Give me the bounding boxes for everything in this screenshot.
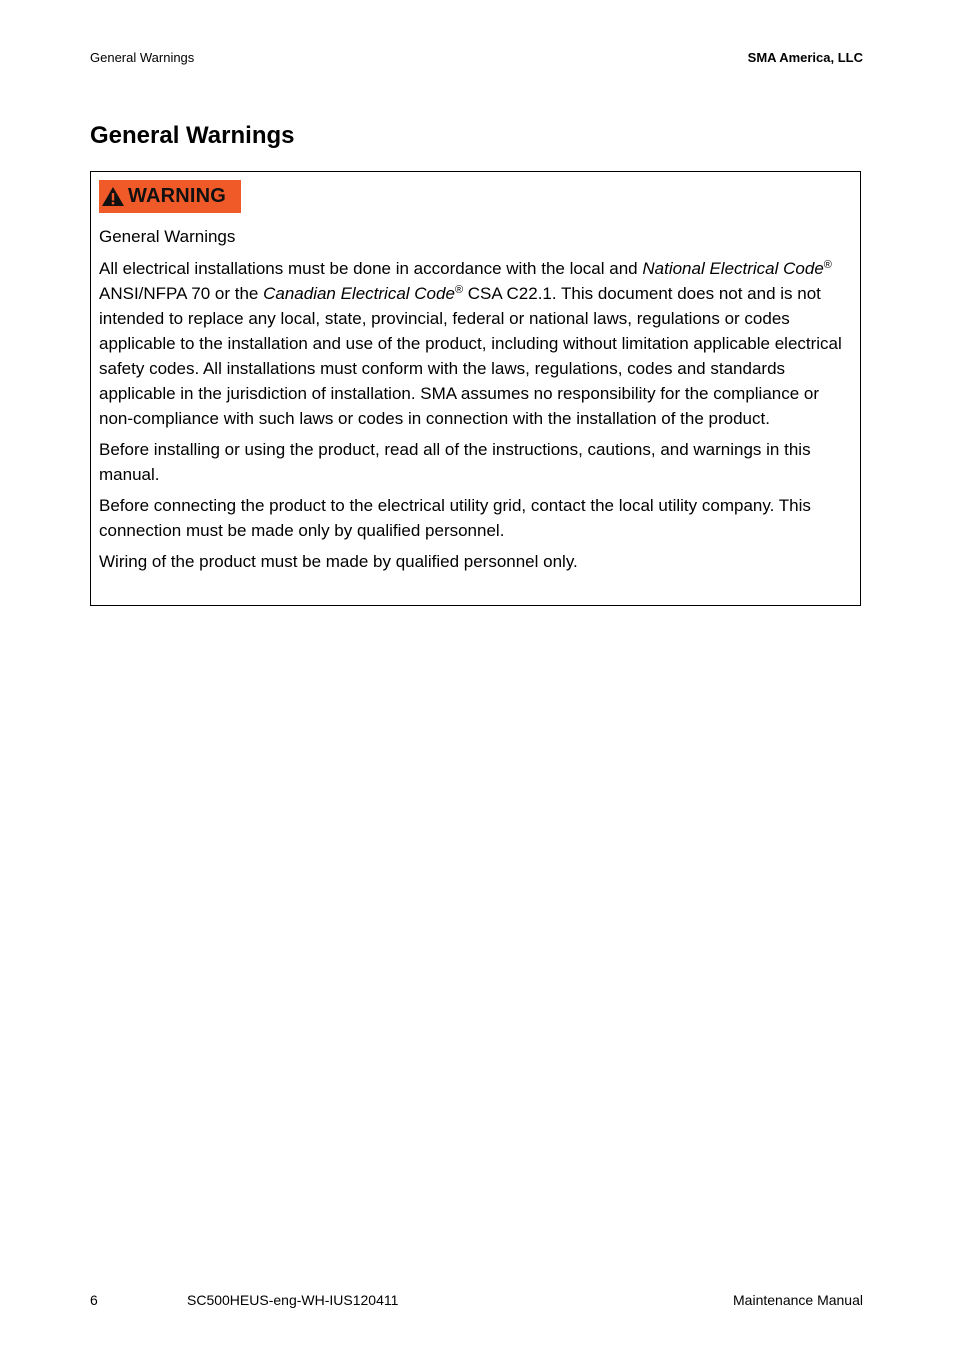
warning-box: [90, 171, 861, 606]
cec-reference: Canadian Electrical Code: [263, 284, 455, 303]
registered-mark: ®: [454, 284, 464, 296]
warning-triangle-icon: [101, 186, 125, 207]
warning-subtitle: General Warnings: [99, 227, 236, 246]
warning-paragraph-utility: Before connecting the product to the electrical utility grid, contact the local utility company. This connection must be made only by qualified personnel.: [99, 496, 811, 540]
page-title: General Warnings: [90, 122, 295, 149]
manual-name: Maintenance Manual: [733, 1292, 863, 1308]
warning-paragraph-read-manual: Before installing or using the product, read all of the instructions, cautions, and warnings in this manual.: [99, 440, 811, 484]
document-id: SC500HEUS-eng-WH-IUS120411: [187, 1292, 399, 1308]
warning-paragraph-wiring: Wiring of the product must be made by qualified personnel only.: [99, 552, 578, 571]
page-number: 6: [90, 1292, 98, 1308]
nec-reference: National Electrical Code: [642, 259, 824, 278]
warning-content: [99, 224, 854, 580]
registered-mark: ®: [823, 259, 832, 271]
warning-badge-label: WARNING: [128, 185, 227, 207]
running-header-section: General Warnings: [90, 50, 195, 65]
warning-badge: [99, 180, 241, 213]
warning-paragraph-codes: All electrical installations must be done in accordance with the local and National Electrical Code® ANSI/NFPA 70 or the Canadian Electrical Code® CSA C22.1. This document does not and is not intended to replace any local, state, provincial, federal or national laws, regulations or codes applicable to the installation and use of the product, including without limitation applicable electrical safety codes. All installations must conform with the laws, regulations, codes and standards applicable in the jurisdiction of installation. SMA assumes no responsibility for the compliance or non-compliance with such laws or codes in connection with the installation of the product.: [99, 259, 842, 428]
running-header-company: SMA America, LLC: [747, 50, 863, 65]
